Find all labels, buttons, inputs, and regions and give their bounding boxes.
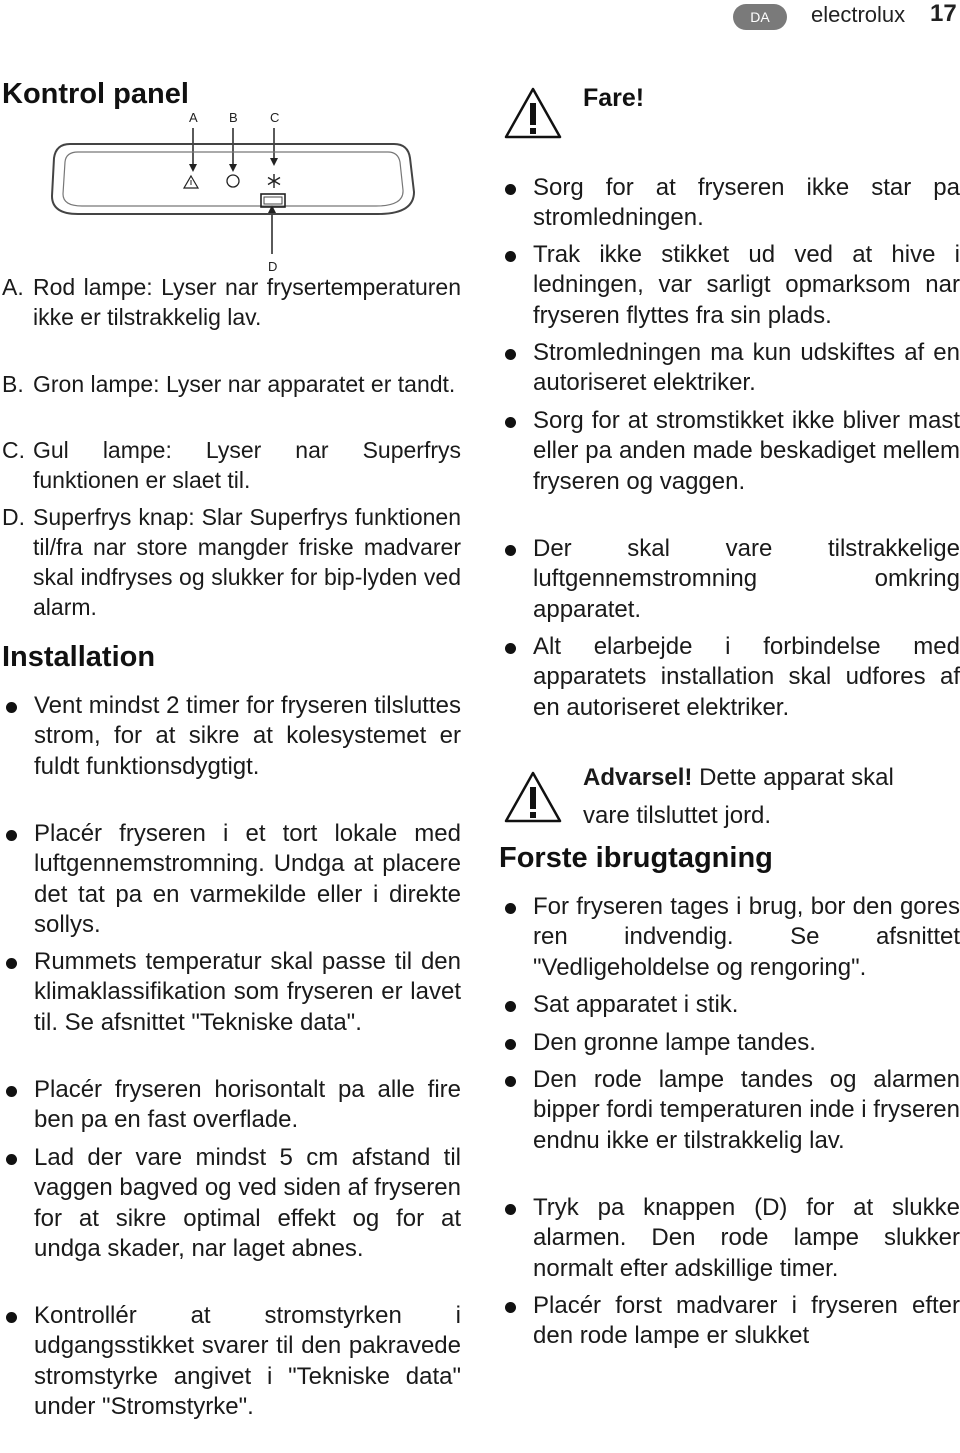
- danger-bullet: Alt elarbejde i forbindelse med apparatets installation skal udfores af en autoriseret elektriker.: [533, 632, 960, 723]
- brand-name: electrolux: [811, 2, 906, 27]
- installation-bullet: Placér fryseren i et tort lokale med luftgennemstromning. Undga at placere det tat pa en varmekilde eller i direkte sollys.: [34, 819, 461, 940]
- installation-heading: Installation: [2, 641, 156, 673]
- danger-bullet: Trak ikke stikket ud ved at hive i ledningen, var sarligt opmarksom nar fryseren flyttes fra sin plads.: [533, 240, 960, 331]
- first-use-bullet: For fryseren tages i brug, bor den gores ren indvendig. Se afsnittet "Vedligeholdelse og rengoring".: [533, 892, 960, 983]
- legend-item-d: D. Superfrys knap: Slar Superfrys funktionen til/fra nar store mangder friske madvarer skal indfryses og slukker for bip-lyden ved alarm.: [2, 504, 461, 620]
- diagram-label-d: D: [268, 259, 278, 274]
- danger-warning-icon: [503, 86, 563, 140]
- danger-bullet: Stromledningen ma kun udskiftes af en autoriseret elektriker.: [533, 338, 960, 399]
- legend-item-c: C. Gul lampe: Lyser nar Superfrys funktionen er slaet til.: [2, 437, 461, 493]
- control-panel-diagram: [48, 108, 418, 278]
- installation-bullet: Rummets temperatur skal passe til den klimaklassifikation som fryseren er lavet til. Se afsnittet "Tekniske data".: [34, 947, 461, 1038]
- installation-bullet: Vent mindst 2 timer for fryseren tilsluttes strom, for at sikre at kolesystemet er fuldt funktionsdygtigt.: [34, 691, 461, 782]
- snowflake-icon: [268, 174, 280, 188]
- first-use-bullet: Placér forst madvarer i fryseren efter den rode lampe er slukket: [533, 1291, 960, 1352]
- diagram-label-b: B: [229, 110, 238, 125]
- advarsel-warning-icon: [503, 770, 563, 824]
- page-number: 17: [930, 0, 957, 27]
- diagram-label-c: C: [270, 110, 280, 125]
- danger-heading: Fare!: [583, 84, 645, 112]
- legend-item-a: A. Rod lampe: Lyser nar frysertemperaturen ikke er tilstrakkelig lav.: [2, 274, 461, 330]
- superfreeze-button-icon: [261, 194, 285, 207]
- installation-bullet: Placér fryseren horisontalt pa alle fire ben pa en fast overflade.: [34, 1075, 461, 1136]
- advarsel-note: Advarsel! Dette apparat skal vare tilsluttet jord.: [583, 764, 894, 829]
- installation-bullet: Lad der vare mindst 5 cm afstand til vaggen bagved og ved siden af fryseren for at sikre optimal effekt og for at undga skader, nar laget abnes.: [34, 1143, 461, 1264]
- legend-item-b: B. Gron lampe: Lyser nar apparatet er tandt.: [2, 371, 456, 397]
- first-use-bullet: Den rode lampe tandes og alarmen bipper fordi temperaturen inde i fryseren endnu ikke er tilstrakkelig lav.: [533, 1065, 960, 1156]
- installation-bullet: Kontrollér at stromstyrken i udgangsstikket svarer til den pakravede stromstyrke angivet i "Tekniske data" under "Stromstyrke".: [34, 1301, 461, 1422]
- danger-bullet: Sorg for at stromstikket ikke bliver mast eller pa anden made beskadiget mellem fryseren og vaggen.: [533, 406, 960, 497]
- control-panel-heading: Kontrol panel: [2, 78, 189, 110]
- advarsel-label: Advarsel!: [583, 764, 693, 791]
- green-lamp-icon: [227, 175, 239, 187]
- diagram-label-a: A: [189, 110, 198, 125]
- first-use-heading: Forste ibrugtagning: [499, 842, 773, 874]
- first-use-bullet: Tryk pa knappen (D) for at slukke alarmen. Den rode lampe slukker normalt efter adskillige timer.: [533, 1193, 960, 1284]
- language-badge: DA: [733, 4, 787, 30]
- danger-bullet: Sorg for at fryseren ikke star pa stromledningen.: [533, 173, 960, 234]
- first-use-bullet: Den gronne lampe tandes.: [533, 1028, 960, 1058]
- danger-bullet: Der skal vare tilstrakkelige luftgennemstromning omkring apparatet.: [533, 534, 960, 625]
- first-use-bullet: Sat apparatet i stik.: [533, 990, 960, 1020]
